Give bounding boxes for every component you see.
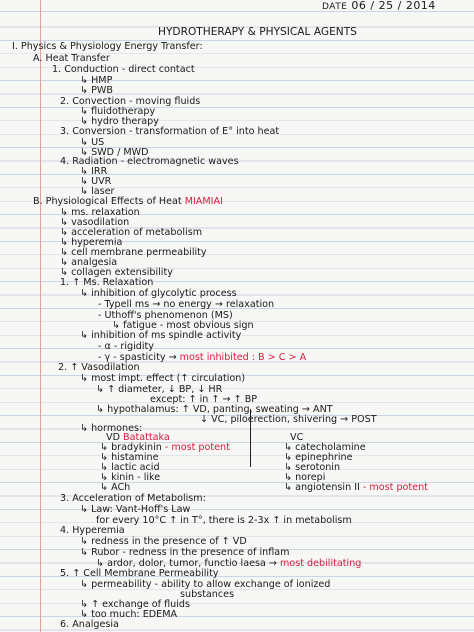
note-text: ↳ bradykinin (100, 442, 162, 453)
note-annotation-red: most debilitating (276, 558, 362, 569)
note-text: ↳ inhibition of ms spindle activity (80, 330, 242, 341)
note-text: ↳ fatigue - most obvious sign (112, 320, 254, 331)
date-field (322, 0, 436, 12)
note-text: ↳ ardor, dolor, tumor, functio laesa → (96, 558, 277, 569)
note-text: ↳ fluidotherapy (80, 106, 156, 117)
note-annotation-red: most inhibited : B > C > A (176, 352, 307, 363)
note-text: I. Physics & Physiology Energy Transfer: (12, 41, 203, 52)
note-text: VD (106, 432, 120, 443)
note-text: A. Heat Transfer (33, 53, 110, 64)
note-text: ↳ inhibition of glycolytic process (80, 288, 237, 299)
note-line (12, 41, 203, 53)
note-text: B. Physiological Effects of Heat (33, 196, 182, 207)
note-text: - γ - spasticity → (98, 352, 177, 363)
note-text: substances (180, 589, 235, 600)
note-text: ↳ kinin - like (100, 472, 161, 483)
note-text: ↳ ↑ exchange of fluids (80, 599, 190, 610)
note-text: ↳ collagen extensibility (60, 267, 173, 278)
note-text: ↳ UVR (80, 176, 112, 187)
note-text: ↳ HMP (80, 75, 113, 86)
note-text: ↳ histamine (100, 452, 159, 463)
note-text: VC (290, 432, 304, 443)
note-text: ↳ most impt. effect (↑ circulation) (80, 373, 246, 384)
page-title: HYDROTHERAPY & PHYSICAL AGENTS (158, 26, 357, 38)
note-text: ↳ catecholamine (284, 442, 366, 453)
note-text: 2. Convection - moving fluids (60, 96, 201, 107)
note-text: ↳ epinephrine (284, 452, 353, 463)
note-text: ↳ acceleration of metabolism (60, 227, 203, 238)
note-annotation-red: MIAMIAI (181, 196, 223, 207)
note-text: except: ↑ in ↑ → ↑ BP (150, 394, 258, 405)
note-text: ↳ hypothalamus: ↑ VD, panting, sweating → ANT (96, 404, 333, 415)
note-text: ↳ cell membrane permeability (60, 247, 207, 258)
note-text: ↳ laser (80, 186, 115, 197)
note-line (52, 64, 195, 76)
note-text: ↳ redness in the presence of ↑ VD (80, 536, 247, 547)
note-line (60, 619, 119, 631)
note-line (284, 482, 428, 494)
note-text: ↳ hormones: (80, 423, 143, 434)
note-text: ↳ Rubor - redness in the presence of inflam (80, 547, 290, 558)
note-text: ↳ hydro therapy (80, 116, 159, 127)
note-annotation-red: Batattaka (119, 432, 170, 443)
note-text: ↳ ms. relaxation (60, 207, 140, 218)
note-text: 5. ↑ Cell Membrane Permeability (60, 568, 219, 579)
margin-line (40, 0, 41, 632)
note-text: ↳ angiotensin II (284, 482, 360, 493)
note-text: for every 10°C ↑ in T°, there is 2-3x ↑ in metabolism (96, 515, 352, 526)
date-label: DATE (322, 2, 348, 12)
note-text: ↓ VC, piloerection, shivering → POST (200, 414, 377, 425)
note-text: 1. ↑ Ms. Relaxation (60, 277, 154, 288)
note-text: ↳ vasodilation (60, 217, 130, 228)
note-text: 6. Analgesia (60, 619, 119, 630)
note-text: ↳ IRR (80, 166, 108, 177)
note-line (200, 414, 377, 426)
note-text: ↳ norepi (284, 472, 326, 483)
note-text: ↳ Law: Vant-Hoff's Law (80, 504, 191, 515)
note-line (96, 515, 352, 527)
note-text: ↳ ↑ diameter, ↓ BP, ↓ HR (96, 384, 223, 395)
date-value: 06 / 25 / 2014 (351, 0, 436, 12)
note-text: ↳ too much: EDEMA (80, 609, 178, 620)
note-text: - Typell ms → no energy → relaxation (98, 299, 275, 310)
note-text: 1. Conduction - direct contact (52, 64, 195, 75)
note-text: ↳ analgesia (60, 257, 118, 268)
note-text: 2. ↑ Vasodilation (58, 362, 140, 373)
note-text: ↳ PWB (80, 85, 113, 96)
note-text: ↳ hyperemia (60, 237, 123, 248)
note-text: ↳ permeability - ability to allow exchange of ionized (80, 579, 331, 590)
note-text: ↳ US (80, 137, 105, 148)
note-text: ↳ SWD / MWD (80, 147, 149, 158)
note-text: - α - rigidity (98, 341, 154, 352)
note-text: ↳ lactic acid (100, 462, 160, 473)
note-text: - Uthoff's phenomenon (MS) (98, 310, 233, 321)
note-text: 4. Hyperemia (60, 525, 125, 536)
note-text: 3. Acceleration of Metabolism: (60, 493, 206, 504)
note-text: ↳ ACh (100, 482, 131, 493)
note-text: 3. Conversion - transformation of E° into heat (60, 126, 280, 137)
note-text: 4. Radiation - electromagnetic waves (60, 156, 239, 167)
note-annotation-red: - most potent (161, 442, 230, 453)
note-text: ↳ serotonin (284, 462, 341, 473)
note-annotation-red: - most potent (359, 482, 428, 493)
